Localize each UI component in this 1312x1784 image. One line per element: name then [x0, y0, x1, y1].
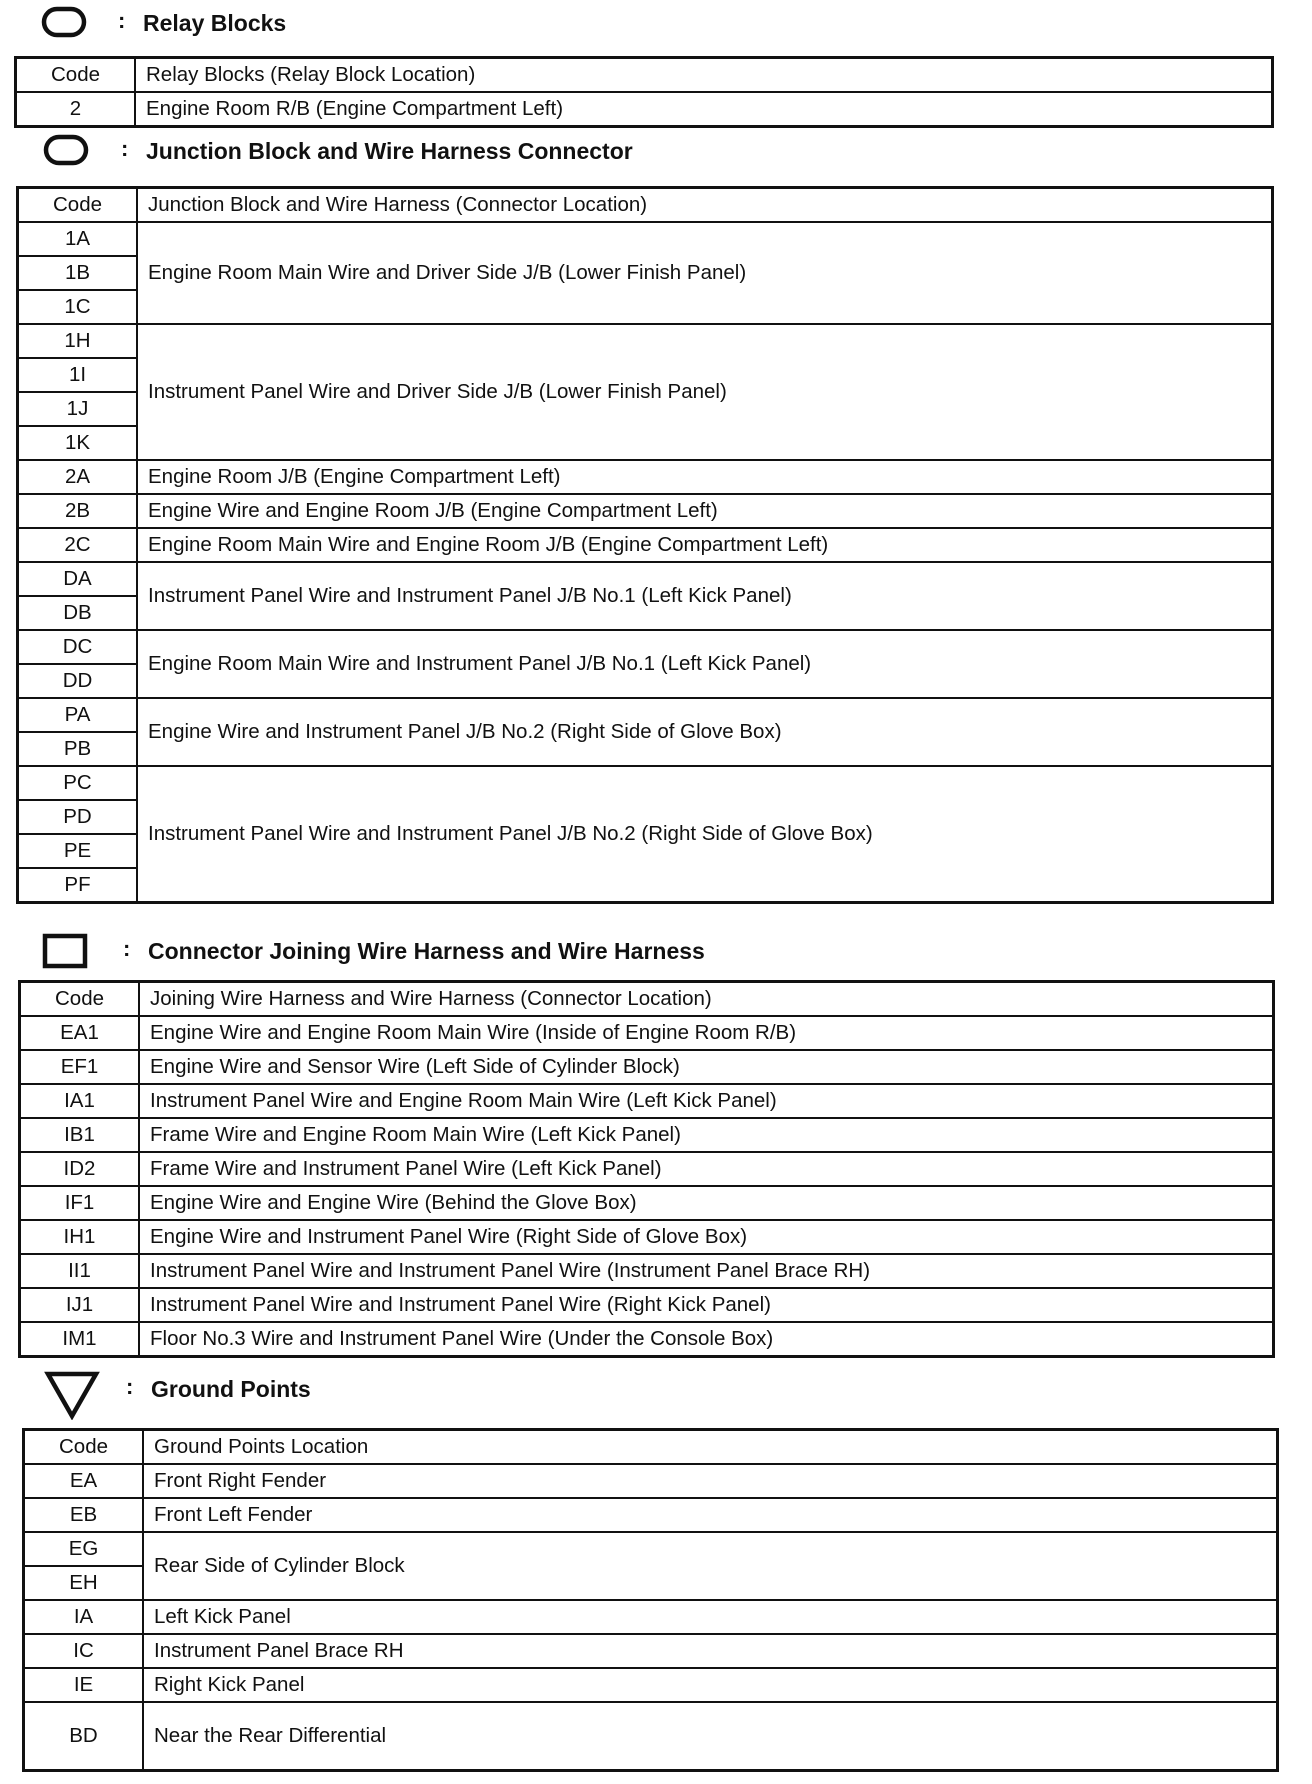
- location-cell: Engine Wire and Sensor Wire (Left Side of Cylinder Block): [139, 1050, 1274, 1084]
- location-cell: Instrument Panel Wire and Instrument Panel J/B No.2 (Right Side of Glove Box): [137, 766, 1273, 903]
- section-colon: :: [126, 1374, 134, 1399]
- code-cell: EA1: [20, 1016, 140, 1050]
- code-cell: PB: [18, 732, 138, 766]
- location-cell: Engine Room R/B (Engine Compartment Left): [135, 92, 1273, 127]
- section-symbol: [42, 932, 92, 977]
- table-row: [18, 222, 1273, 256]
- header-code: Code: [24, 1430, 144, 1465]
- table-row: [18, 698, 1273, 732]
- code-cell: PA: [18, 698, 138, 732]
- location-cell: Instrument Panel Wire and Instrument Panel J/B No.1 (Left Kick Panel): [137, 562, 1273, 630]
- section-heading: [0, 930, 1312, 974]
- code-cell: 1J: [18, 392, 138, 426]
- code-cell: 1K: [18, 426, 138, 460]
- code-cell: 2B: [18, 494, 138, 528]
- code-cell: DB: [18, 596, 138, 630]
- location-cell: Instrument Panel Wire and Engine Room Main Wire (Left Kick Panel): [139, 1084, 1274, 1118]
- table-row: [24, 1498, 1278, 1532]
- legend-table: [16, 186, 1274, 904]
- table-row: [20, 1220, 1274, 1254]
- code-cell: IE: [24, 1668, 144, 1702]
- code-cell: PD: [18, 800, 138, 834]
- rounded-rect-symbol-icon: [42, 132, 92, 168]
- location-cell: Instrument Panel Wire and Instrument Panel Wire (Instrument Panel Brace RH): [139, 1254, 1274, 1288]
- location-cell: Left Kick Panel: [143, 1600, 1278, 1634]
- section-symbol: [40, 4, 90, 45]
- table-row: [16, 92, 1273, 127]
- table-row: [24, 1668, 1278, 1702]
- location-cell: Engine Room Main Wire and Driver Side J/B (Lower Finish Panel): [137, 222, 1273, 324]
- code-cell: 2A: [18, 460, 138, 494]
- code-cell: IH1: [20, 1220, 140, 1254]
- location-cell: Near the Rear Differential: [143, 1702, 1278, 1771]
- code-cell: IM1: [20, 1322, 140, 1357]
- table-row: [24, 1702, 1278, 1771]
- location-cell: Instrument Panel Wire and Driver Side J/B (Lower Finish Panel): [137, 324, 1273, 460]
- section-title: Connector Joining Wire Harness and Wire Harness: [148, 938, 705, 964]
- table-row: [20, 1186, 1274, 1220]
- table-row: [18, 630, 1273, 664]
- location-cell: Engine Room Main Wire and Engine Room J/B (Engine Compartment Left): [137, 528, 1273, 562]
- code-cell: BD: [24, 1702, 144, 1771]
- table-row: [20, 1152, 1274, 1186]
- section-colon: :: [118, 8, 126, 33]
- section-heading: [0, 130, 1312, 174]
- location-cell: Engine Wire and Instrument Panel Wire (Right Side of Glove Box): [139, 1220, 1274, 1254]
- table-header-row: [20, 982, 1274, 1017]
- table-row: [20, 1016, 1274, 1050]
- code-cell: PC: [18, 766, 138, 800]
- section-title: Junction Block and Wire Harness Connector: [146, 138, 633, 164]
- section-heading: [0, 2, 1312, 46]
- header-code: Code: [18, 188, 138, 223]
- code-cell: IA1: [20, 1084, 140, 1118]
- rounded-rect-symbol-icon: [40, 4, 90, 40]
- location-cell: Rear Side of Cylinder Block: [143, 1532, 1278, 1600]
- table-row: [24, 1532, 1278, 1566]
- code-cell: 1B: [18, 256, 138, 290]
- code-cell: 1C: [18, 290, 138, 324]
- section-colon: :: [123, 936, 131, 961]
- table-header-row: [16, 58, 1273, 93]
- header-code: Code: [20, 982, 140, 1017]
- code-cell: DA: [18, 562, 138, 596]
- code-cell: DD: [18, 664, 138, 698]
- table-header-row: [18, 188, 1273, 223]
- header-description: Joining Wire Harness and Wire Harness (Connector Location): [139, 982, 1274, 1017]
- table-row: [18, 562, 1273, 596]
- location-cell: Front Right Fender: [143, 1464, 1278, 1498]
- table-row: [18, 528, 1273, 562]
- table-row: [24, 1464, 1278, 1498]
- location-cell: Engine Wire and Engine Room Main Wire (Inside of Engine Room R/B): [139, 1016, 1274, 1050]
- location-cell: Instrument Panel Brace RH: [143, 1634, 1278, 1668]
- table-row: [18, 460, 1273, 494]
- code-cell: ID2: [20, 1152, 140, 1186]
- table-row: [18, 766, 1273, 800]
- table-header-row: [24, 1430, 1278, 1465]
- location-cell: Engine Room J/B (Engine Compartment Left): [137, 460, 1273, 494]
- location-cell: Instrument Panel Wire and Instrument Panel Wire (Right Kick Panel): [139, 1288, 1274, 1322]
- table-row: [18, 324, 1273, 358]
- code-cell: EF1: [20, 1050, 140, 1084]
- section-symbol: [44, 1370, 100, 1425]
- code-cell: EG: [24, 1532, 144, 1566]
- table-row: [24, 1600, 1278, 1634]
- location-cell: Frame Wire and Engine Room Main Wire (Left Kick Panel): [139, 1118, 1274, 1152]
- location-cell: Frame Wire and Instrument Panel Wire (Left Kick Panel): [139, 1152, 1274, 1186]
- location-cell: Front Left Fender: [143, 1498, 1278, 1532]
- code-cell: IJ1: [20, 1288, 140, 1322]
- section-symbol: [42, 132, 92, 173]
- location-cell: Engine Wire and Engine Room J/B (Engine Compartment Left): [137, 494, 1273, 528]
- section-colon: :: [121, 136, 129, 161]
- code-cell: IB1: [20, 1118, 140, 1152]
- table-row: [24, 1634, 1278, 1668]
- code-cell: IF1: [20, 1186, 140, 1220]
- triangle-symbol-icon: [44, 1370, 100, 1420]
- table-row: [20, 1288, 1274, 1322]
- section-title: Ground Points: [151, 1376, 311, 1402]
- location-cell: Engine Room Main Wire and Instrument Panel J/B No.1 (Left Kick Panel): [137, 630, 1273, 698]
- section-heading: [0, 1368, 1312, 1424]
- legend-table: [22, 1428, 1279, 1772]
- location-cell: Engine Wire and Instrument Panel J/B No.2 (Right Side of Glove Box): [137, 698, 1273, 766]
- legend-table: [18, 980, 1275, 1358]
- table-row: [20, 1084, 1274, 1118]
- code-cell: DC: [18, 630, 138, 664]
- code-cell: 1I: [18, 358, 138, 392]
- code-cell: EB: [24, 1498, 144, 1532]
- table-row: [20, 1254, 1274, 1288]
- code-cell: IA: [24, 1600, 144, 1634]
- code-cell: II1: [20, 1254, 140, 1288]
- location-cell: Floor No.3 Wire and Instrument Panel Wire (Under the Console Box): [139, 1322, 1274, 1357]
- code-cell: PF: [18, 868, 138, 903]
- header-description: Relay Blocks (Relay Block Location): [135, 58, 1273, 93]
- code-cell: IC: [24, 1634, 144, 1668]
- code-cell: 2: [16, 92, 136, 127]
- section-title: Relay Blocks: [143, 10, 287, 36]
- square-symbol-icon: [42, 932, 92, 972]
- table-row: [20, 1050, 1274, 1084]
- table-row: [18, 494, 1273, 528]
- header-description: Ground Points Location: [143, 1430, 1278, 1465]
- table-row: [20, 1118, 1274, 1152]
- legend-table: [14, 56, 1274, 128]
- location-cell: Right Kick Panel: [143, 1668, 1278, 1702]
- code-cell: 2C: [18, 528, 138, 562]
- code-cell: EH: [24, 1566, 144, 1600]
- code-cell: EA: [24, 1464, 144, 1498]
- code-cell: PE: [18, 834, 138, 868]
- header-code: Code: [16, 58, 136, 93]
- header-description: Junction Block and Wire Harness (Connector Location): [137, 188, 1273, 223]
- code-cell: 1A: [18, 222, 138, 256]
- location-cell: Engine Wire and Engine Wire (Behind the Glove Box): [139, 1186, 1274, 1220]
- table-row: [20, 1322, 1274, 1357]
- code-cell: 1H: [18, 324, 138, 358]
